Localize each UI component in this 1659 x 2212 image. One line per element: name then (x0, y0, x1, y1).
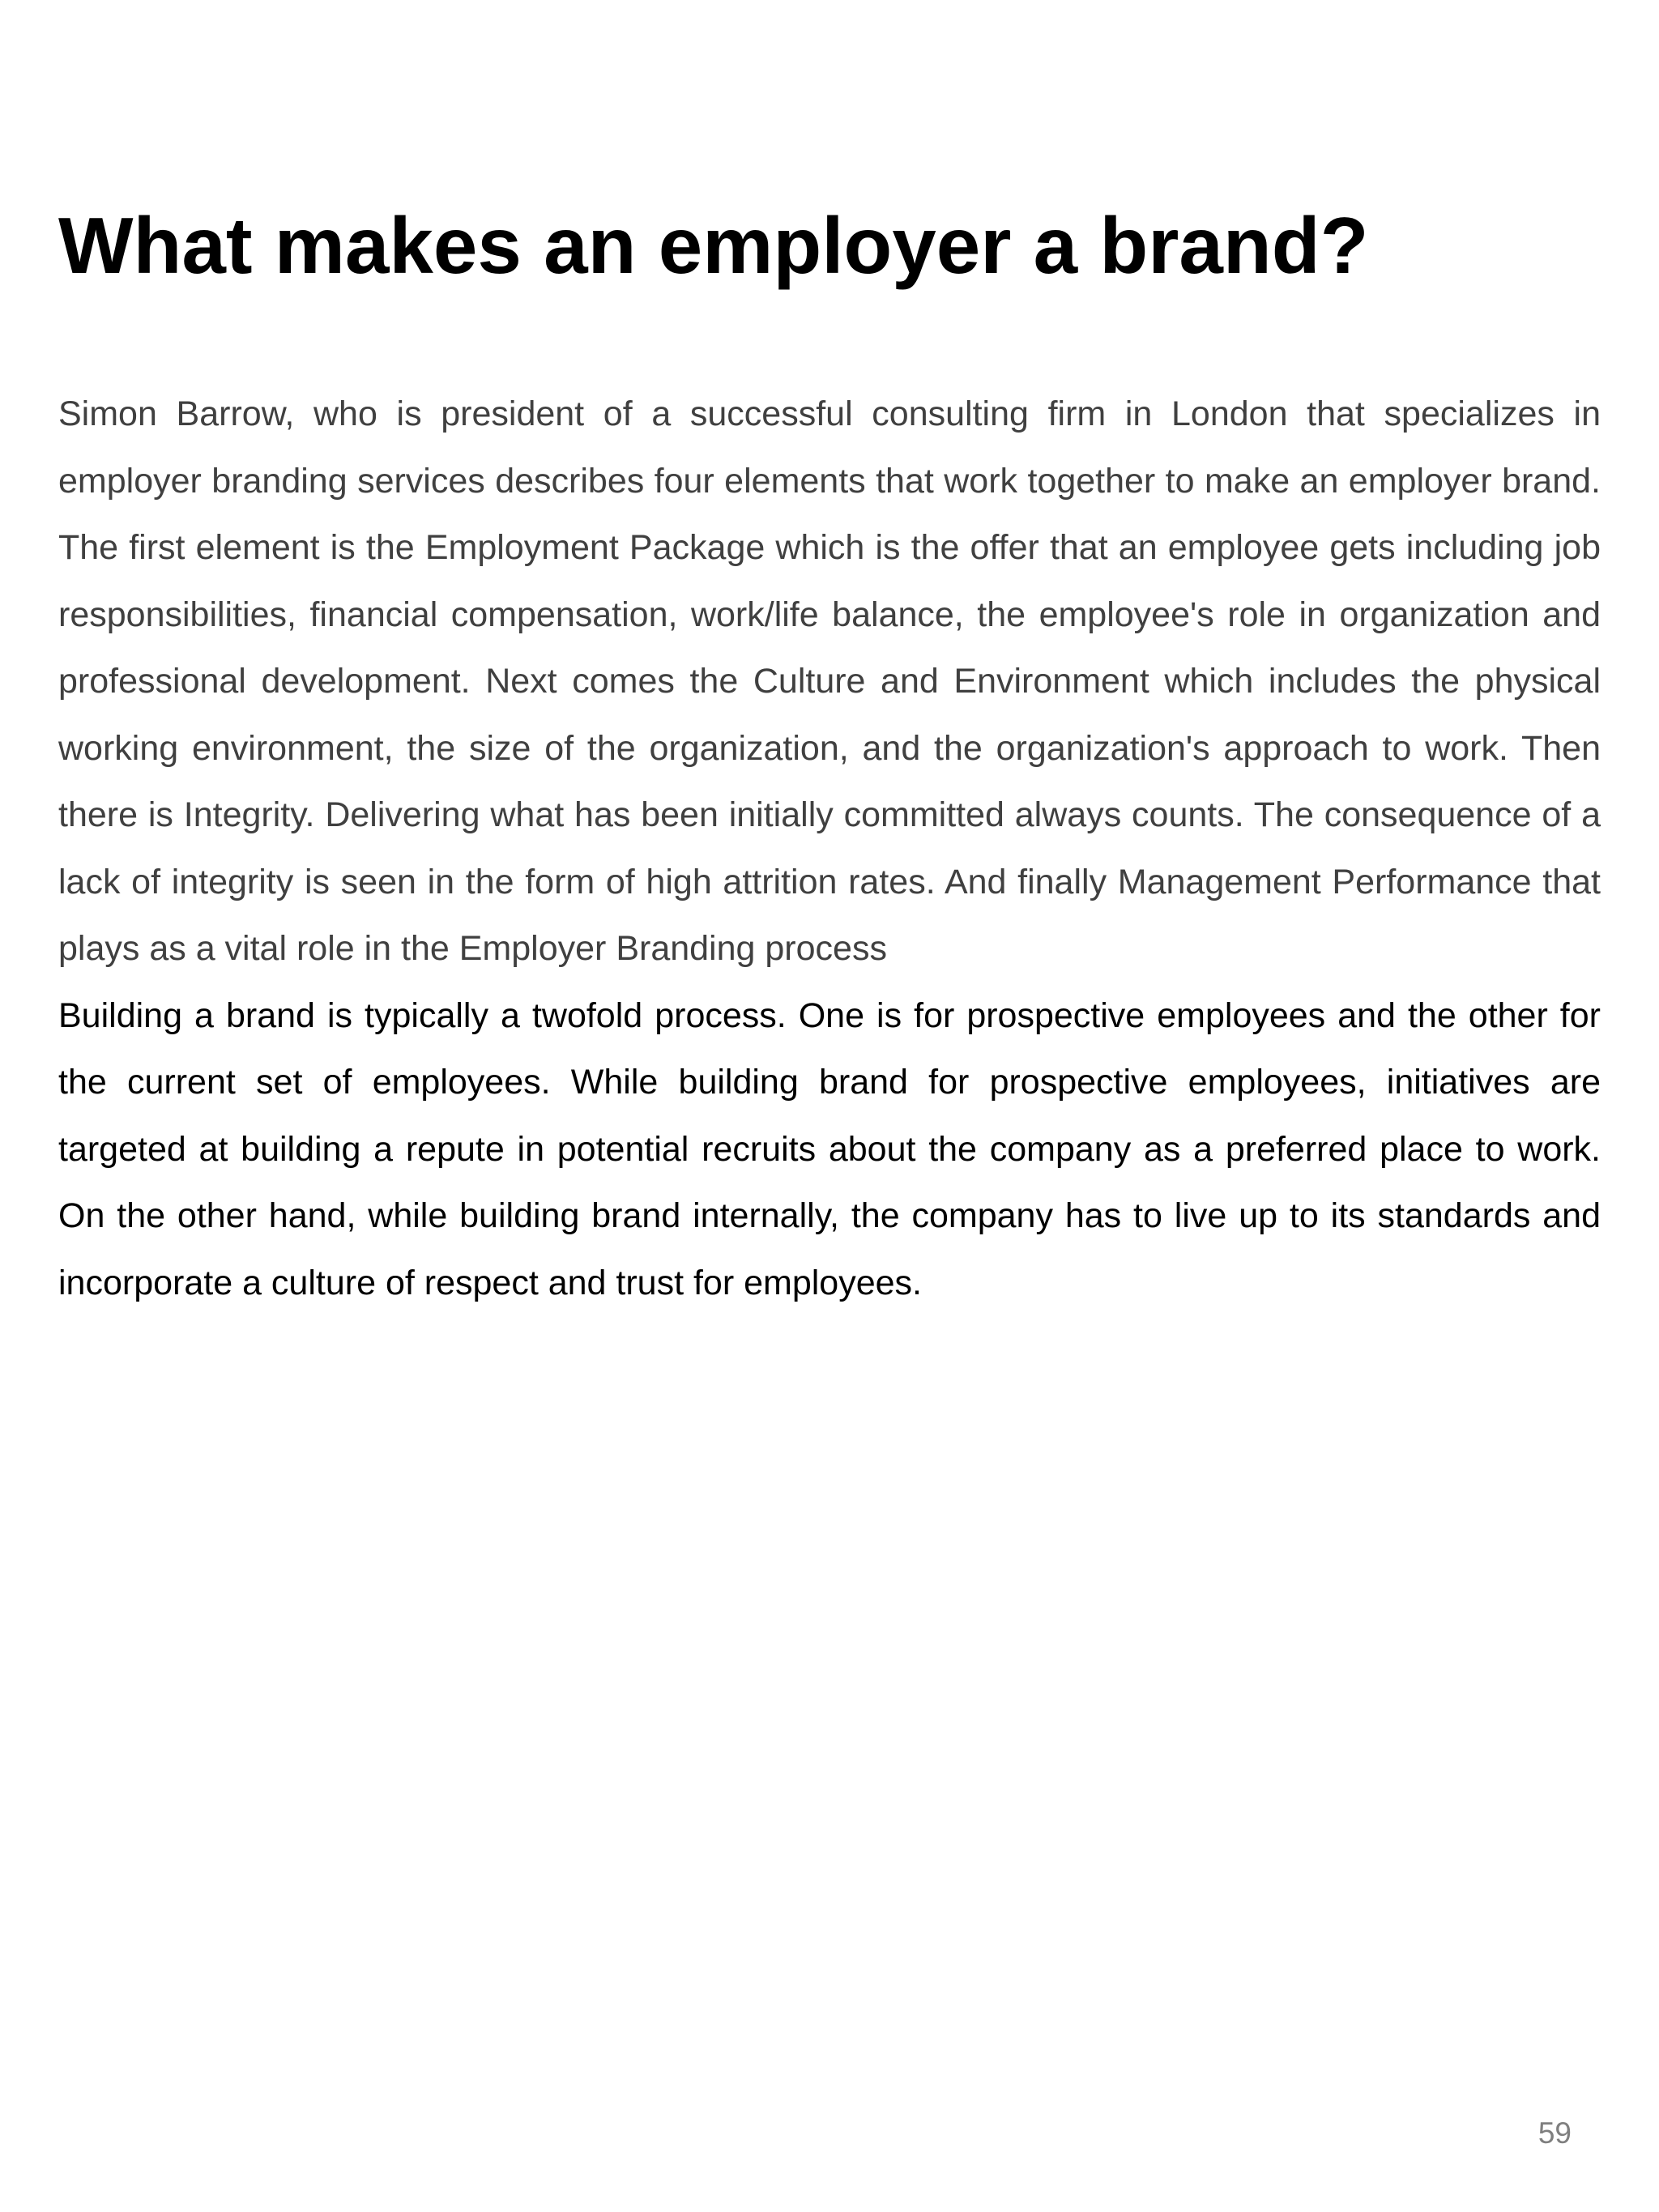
body-text (58, 381, 1601, 1316)
paragraph-brand-building-process: Building a brand is typically a twofold process. One is for prospective employees and the other for the current set of employees. While building brand for prospective employees, initiatives are targeted at building a repute in potential recruits about the company as a preferred place to work. On the other hand, while building brand internally, the company has to live up to its standards and incorporate a culture of respect and trust for employees. (58, 995, 1601, 1302)
page-number: 59 (1537, 2116, 1572, 2150)
page-title: What makes an employer a brand? (58, 201, 1369, 290)
paragraph-employer-brand-elements: Simon Barrow, who is president of a successful consulting firm in London that specializes in employer branding services describes four elements that work together to make an employer brand. The first element is the Employment Package which is the offer that an employee gets including job responsibilities, financial compensation, work/life balance, the employee's role in organization and professional development. Next comes the Culture and Environment which includes the physical working environment, the size of the organization, and the organization's approach to work. Then there is Integrity. Delivering what has been initially committed always counts. The consequence of a lack of integrity is seen in the form of high attrition rates. And finally Management Performance that plays as a vital role in the Employer Branding process (58, 394, 1601, 968)
